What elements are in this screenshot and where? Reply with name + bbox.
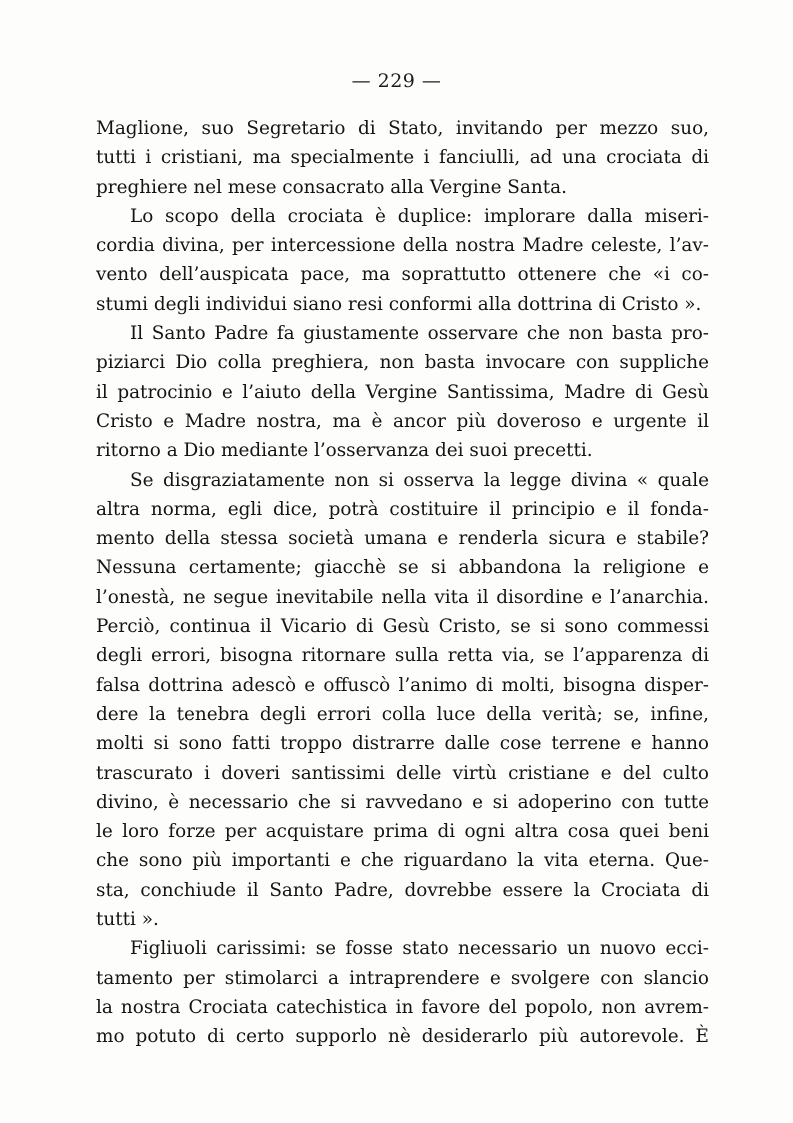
text-line: falsa dottrina adescò e offuscò l’animo di molti, bisogna disper-: [96, 674, 709, 696]
text-line: dere la tenebra degli errori colla luce della verità; se, infine,: [96, 703, 709, 725]
text-line: Nessuna certamente; giacchè se si abbandona la religione e: [96, 557, 709, 579]
text-line: Il Santo Padre fa giustamente osservare che non basta pro-: [130, 323, 709, 345]
text-line: Figliuoli carissimi: se fosse stato necessario un nuovo ecci-: [130, 938, 709, 960]
text-line: sta, conchiude il Santo Padre, dovrebbe essere la Crociata di: [96, 879, 709, 901]
text-line: mento della stessa società umana e renderla sicura e stabile?: [96, 528, 709, 550]
text-line: Maglione, suo Segretario di Stato, invitando per mezzo suo,: [96, 118, 709, 139]
body-text: [96, 114, 709, 1052]
text-line: che sono più importanti e che riguardano la vita eterna. Que-: [96, 850, 709, 872]
text-line: Se disgraziatamente non si osserva la legge divina « quale: [130, 469, 709, 491]
text-line: vento dell’auspicata pace, ma soprattutto ottenere che «i co-: [96, 264, 709, 286]
text-line: ritorno a Dio mediante l’osservanza dei suoi precetti.: [96, 440, 593, 462]
text-line: stumi degli individui siano resi conformi alla dottrina di Cristo ».: [96, 293, 702, 315]
text-line: cordia divina, per intercessione della nostra Madre celeste, l’av-: [96, 235, 709, 257]
text-line: tutti i cristiani, ma specialmente i fanciulli, ad una crociata di: [96, 147, 709, 169]
text-line: degli errori, bisogna ritornare sulla retta via, se l’apparenza di: [96, 645, 709, 667]
text-line: trascurato i doveri santissimi delle virtù cristiane e del culto: [96, 762, 709, 784]
text-line: l’onestà, ne segue inevitabile nella vita il disordine e l’anarchia.: [96, 586, 709, 608]
text-line: Cristo e Madre nostra, ma è ancor più doveroso e urgente il: [96, 410, 709, 432]
text-line: piziarci Dio colla preghiera, non basta invocare con suppliche: [96, 352, 709, 374]
text-line: il patrocinio e l’aiuto della Vergine Santissima, Madre di Gesù: [96, 381, 709, 403]
text-line: tamento per stimolarci a intraprendere e svolgere con slancio: [96, 967, 709, 989]
text-line: Perciò, continua il Vicario di Gesù Cristo, se si sono commessi: [96, 616, 709, 638]
text-line: tutti ».: [96, 909, 159, 931]
text-line: preghiere nel mese consacrato alla Vergine Santa.: [96, 176, 567, 198]
text-line: Lo scopo della crociata è duplice: implorare dalla miseri-: [130, 205, 709, 227]
text-line: la nostra Crociata catechistica in favore del popolo, non avrem-: [96, 996, 709, 1018]
text-line: divino, è necessario che si ravvedano e si adoperino con tutte: [96, 791, 709, 813]
page-number: — 229 —: [351, 70, 442, 92]
text-line: molti si sono fatti troppo distrarre dalle cose terrene e hanno: [96, 733, 709, 755]
text-line: altra norma, egli dice, potrà costituire il principio e il fonda-: [96, 498, 709, 520]
text-line: le loro forze per acquistare prima di ogni altra cosa quei beni: [96, 821, 709, 843]
text-line: mo potuto di certo supporlo nè desiderarlo più autorevole. È: [96, 1026, 709, 1048]
